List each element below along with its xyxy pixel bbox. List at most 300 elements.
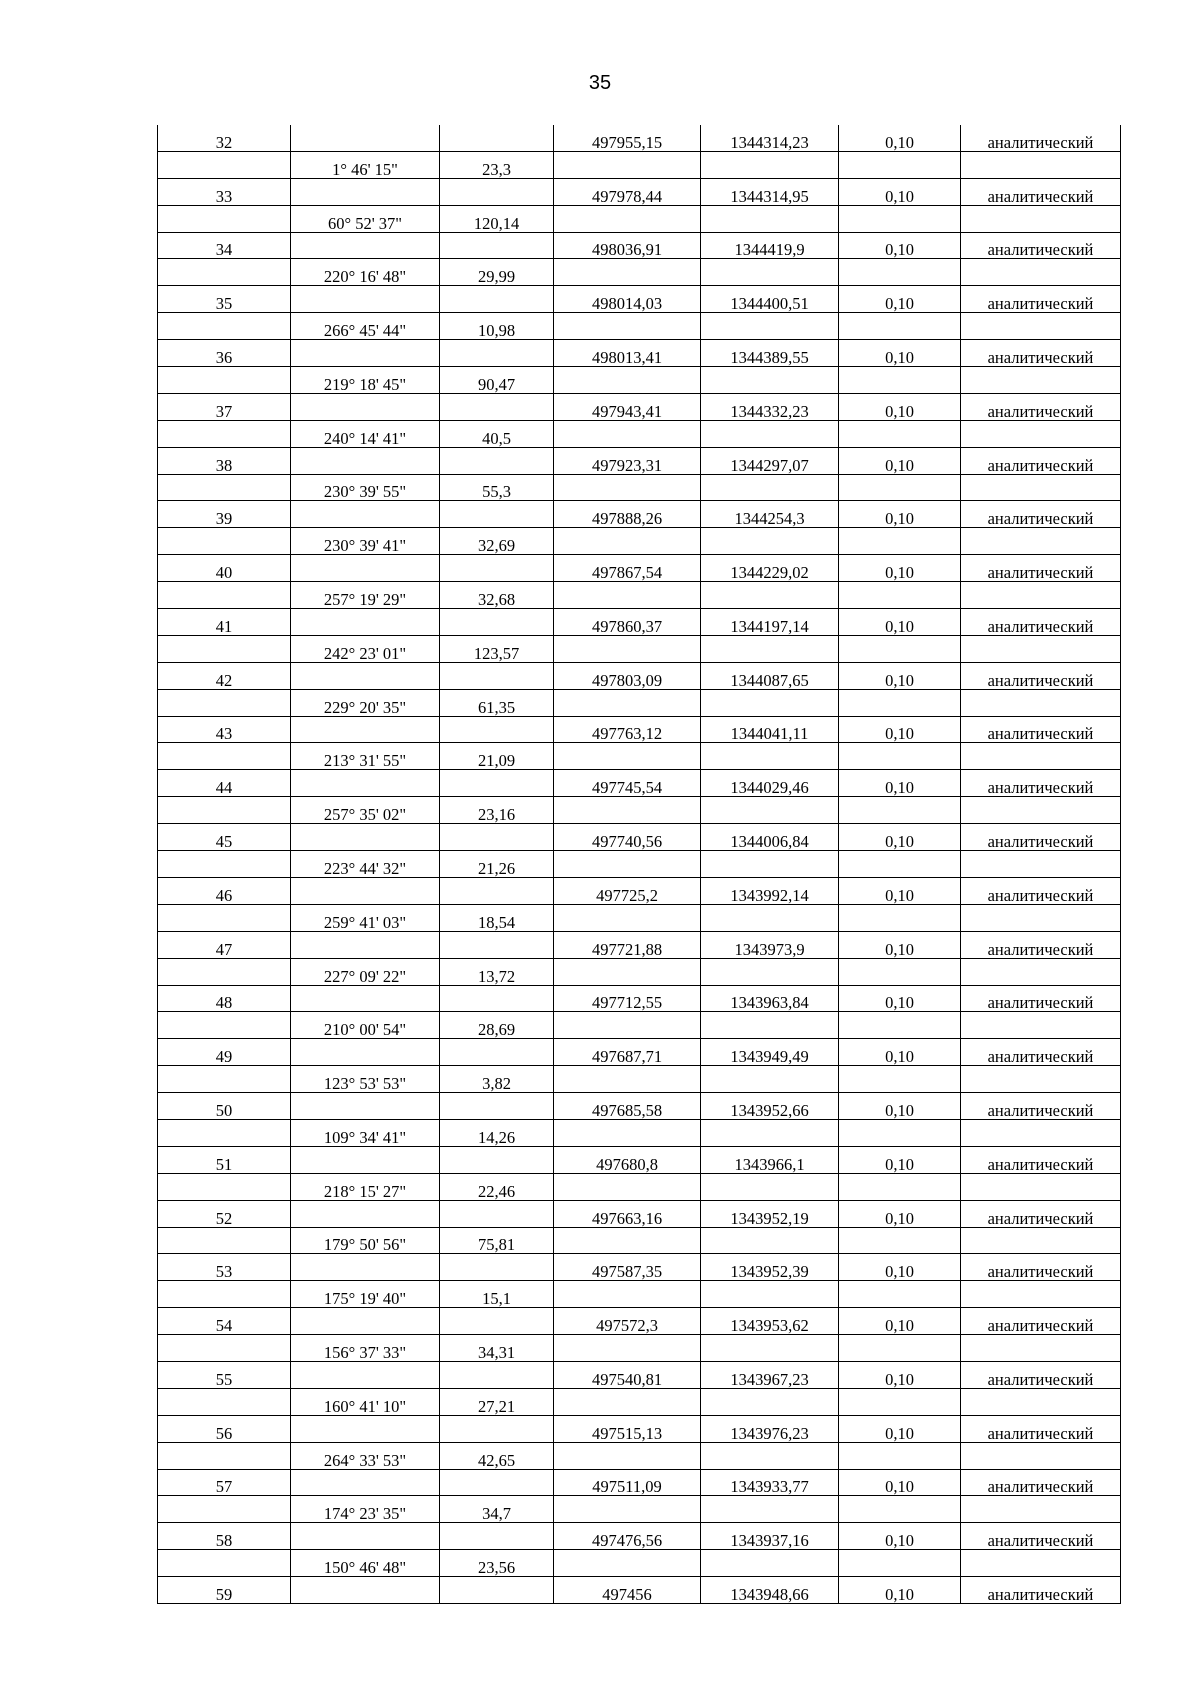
- point-number-cell: 43: [158, 716, 291, 743]
- segment-length-cell: 21,09: [440, 743, 554, 770]
- point-number-cell: 33: [158, 178, 291, 205]
- coordinate-x-cell: 497685,58: [554, 1093, 701, 1120]
- point-row: [158, 824, 1121, 851]
- segment-row: [158, 367, 1121, 394]
- coordinate-y-cell: 1344029,46: [701, 770, 839, 797]
- accuracy-cell: 0,10: [839, 1200, 961, 1227]
- coordinate-x-cell: [554, 1442, 701, 1469]
- point-number-cell: 49: [158, 1039, 291, 1066]
- accuracy-cell: [839, 1119, 961, 1146]
- segment-row: [158, 689, 1121, 716]
- coordinate-y-cell: 1343967,23: [701, 1361, 839, 1388]
- direction-angle-cell: [291, 555, 440, 582]
- coordinate-y-cell: 1343953,62: [701, 1308, 839, 1335]
- direction-angle-cell: 218° 15' 27": [291, 1173, 440, 1200]
- coordinate-x-cell: [554, 151, 701, 178]
- direction-angle-cell: 230° 39' 55": [291, 474, 440, 501]
- direction-angle-cell: [291, 1415, 440, 1442]
- coordinate-x-cell: [554, 904, 701, 931]
- method-cell: [961, 1227, 1121, 1254]
- coordinate-y-cell: 1344197,14: [701, 609, 839, 636]
- accuracy-cell: [839, 1012, 961, 1039]
- segment-length-cell: 15,1: [440, 1281, 554, 1308]
- direction-angle-cell: [291, 1146, 440, 1173]
- direction-angle-cell: [291, 931, 440, 958]
- method-cell: аналитический: [961, 447, 1121, 474]
- accuracy-cell: 0,10: [839, 931, 961, 958]
- segment-row: [158, 1012, 1121, 1039]
- method-cell: [961, 1119, 1121, 1146]
- direction-angle-cell: 223° 44' 32": [291, 851, 440, 878]
- direction-angle-cell: [291, 1361, 440, 1388]
- point-row: [158, 716, 1121, 743]
- coordinate-y-cell: [701, 1442, 839, 1469]
- segment-length-cell: 13,72: [440, 958, 554, 985]
- method-cell: [961, 689, 1121, 716]
- point-number-cell: [158, 205, 291, 232]
- coordinate-x-cell: 498013,41: [554, 340, 701, 367]
- method-cell: аналитический: [961, 555, 1121, 582]
- direction-angle-cell: [291, 1039, 440, 1066]
- coordinate-x-cell: 497803,09: [554, 662, 701, 689]
- segment-length-cell: [440, 1523, 554, 1550]
- coordinate-y-cell: 1343933,77: [701, 1469, 839, 1496]
- point-number-cell: 50: [158, 1093, 291, 1120]
- segment-length-cell: 34,7: [440, 1496, 554, 1523]
- point-row: [158, 1523, 1121, 1550]
- accuracy-cell: [839, 1550, 961, 1577]
- segment-length-cell: 32,68: [440, 582, 554, 609]
- accuracy-cell: [839, 1227, 961, 1254]
- method-cell: аналитический: [961, 770, 1121, 797]
- coordinate-y-cell: [701, 1012, 839, 1039]
- method-cell: [961, 582, 1121, 609]
- direction-angle-cell: 240° 14' 41": [291, 420, 440, 447]
- accuracy-cell: [839, 1442, 961, 1469]
- page-number: 35: [588, 72, 612, 94]
- point-number-cell: 34: [158, 232, 291, 259]
- point-number-cell: 42: [158, 662, 291, 689]
- method-cell: аналитический: [961, 877, 1121, 904]
- direction-angle-cell: [291, 1200, 440, 1227]
- point-number-cell: [158, 1119, 291, 1146]
- direction-angle-cell: [291, 393, 440, 420]
- accuracy-cell: 0,10: [839, 1523, 961, 1550]
- point-number-cell: 51: [158, 1146, 291, 1173]
- direction-angle-cell: [291, 1254, 440, 1281]
- coordinate-x-cell: 497943,41: [554, 393, 701, 420]
- direction-angle-cell: 109° 34' 41": [291, 1119, 440, 1146]
- point-row: [158, 1469, 1121, 1496]
- coordinate-y-cell: 1344041,11: [701, 716, 839, 743]
- coordinates-table: [157, 125, 1121, 1604]
- coordinate-y-cell: 1343949,49: [701, 1039, 839, 1066]
- direction-angle-cell: [291, 286, 440, 313]
- segment-length-cell: [440, 501, 554, 528]
- segment-length-cell: [440, 340, 554, 367]
- method-cell: [961, 1496, 1121, 1523]
- point-number-cell: [158, 259, 291, 286]
- accuracy-cell: 0,10: [839, 824, 961, 851]
- coordinate-y-cell: 1344087,65: [701, 662, 839, 689]
- point-number-cell: 32: [158, 125, 291, 151]
- accuracy-cell: 0,10: [839, 1361, 961, 1388]
- point-row: [158, 985, 1121, 1012]
- accuracy-cell: 0,10: [839, 555, 961, 582]
- accuracy-cell: [839, 528, 961, 555]
- segment-length-cell: [440, 1254, 554, 1281]
- point-row: [158, 931, 1121, 958]
- point-row: [158, 1093, 1121, 1120]
- accuracy-cell: [839, 367, 961, 394]
- point-number-cell: [158, 851, 291, 878]
- segment-length-cell: 3,82: [440, 1066, 554, 1093]
- segment-length-cell: [440, 1093, 554, 1120]
- segment-length-cell: [440, 555, 554, 582]
- segment-row: [158, 1066, 1121, 1093]
- direction-angle-cell: 230° 39' 41": [291, 528, 440, 555]
- segment-row: [158, 958, 1121, 985]
- method-cell: [961, 420, 1121, 447]
- segment-length-cell: [440, 931, 554, 958]
- segment-length-cell: 21,26: [440, 851, 554, 878]
- segment-row: [158, 1442, 1121, 1469]
- point-number-cell: [158, 904, 291, 931]
- coordinate-x-cell: 497867,54: [554, 555, 701, 582]
- direction-angle-cell: [291, 1523, 440, 1550]
- coordinate-x-cell: [554, 1227, 701, 1254]
- point-row: [158, 501, 1121, 528]
- coordinates-table-body: [158, 125, 1121, 1603]
- segment-row: [158, 1335, 1121, 1362]
- coordinate-y-cell: 1343952,39: [701, 1254, 839, 1281]
- segment-row: [158, 259, 1121, 286]
- coordinate-y-cell: [701, 582, 839, 609]
- point-number-cell: 41: [158, 609, 291, 636]
- point-number-cell: [158, 1281, 291, 1308]
- segment-length-cell: [440, 985, 554, 1012]
- segment-length-cell: [440, 232, 554, 259]
- coordinate-x-cell: 497860,37: [554, 609, 701, 636]
- point-number-cell: 39: [158, 501, 291, 528]
- accuracy-cell: [839, 797, 961, 824]
- segment-length-cell: [440, 1361, 554, 1388]
- accuracy-cell: [839, 1281, 961, 1308]
- coordinate-x-cell: 497712,55: [554, 985, 701, 1012]
- segment-length-cell: 18,54: [440, 904, 554, 931]
- segment-length-cell: [440, 1039, 554, 1066]
- segment-row: [158, 743, 1121, 770]
- coordinate-y-cell: [701, 528, 839, 555]
- coordinate-x-cell: 497888,26: [554, 501, 701, 528]
- coordinate-x-cell: 497587,35: [554, 1254, 701, 1281]
- segment-length-cell: 23,56: [440, 1550, 554, 1577]
- method-cell: аналитический: [961, 340, 1121, 367]
- direction-angle-cell: 156° 37' 33": [291, 1335, 440, 1362]
- segment-row: [158, 904, 1121, 931]
- accuracy-cell: 0,10: [839, 662, 961, 689]
- coordinate-x-cell: [554, 313, 701, 340]
- segment-row: [158, 1388, 1121, 1415]
- segment-length-cell: [440, 125, 554, 151]
- segment-length-cell: 10,98: [440, 313, 554, 340]
- coordinate-y-cell: [701, 151, 839, 178]
- accuracy-cell: 0,10: [839, 1146, 961, 1173]
- segment-length-cell: 27,21: [440, 1388, 554, 1415]
- accuracy-cell: [839, 1388, 961, 1415]
- coordinate-x-cell: [554, 1012, 701, 1039]
- coordinate-y-cell: [701, 1227, 839, 1254]
- point-number-cell: 38: [158, 447, 291, 474]
- direction-angle-cell: 257° 19' 29": [291, 582, 440, 609]
- direction-angle-cell: 264° 33' 53": [291, 1442, 440, 1469]
- accuracy-cell: [839, 474, 961, 501]
- direction-angle-cell: 213° 31' 55": [291, 743, 440, 770]
- point-number-cell: [158, 635, 291, 662]
- coordinate-y-cell: [701, 904, 839, 931]
- coordinate-x-cell: [554, 1335, 701, 1362]
- point-number-cell: [158, 151, 291, 178]
- method-cell: аналитический: [961, 1469, 1121, 1496]
- method-cell: аналитический: [961, 985, 1121, 1012]
- point-number-cell: 52: [158, 1200, 291, 1227]
- coordinate-x-cell: 497687,71: [554, 1039, 701, 1066]
- accuracy-cell: 0,10: [839, 877, 961, 904]
- segment-length-cell: 123,57: [440, 635, 554, 662]
- accuracy-cell: 0,10: [839, 770, 961, 797]
- segment-row: [158, 474, 1121, 501]
- coordinate-x-cell: [554, 367, 701, 394]
- segment-row: [158, 1550, 1121, 1577]
- coordinate-y-cell: [701, 313, 839, 340]
- method-cell: [961, 1173, 1121, 1200]
- accuracy-cell: 0,10: [839, 1308, 961, 1335]
- segment-row: [158, 851, 1121, 878]
- coordinate-y-cell: [701, 689, 839, 716]
- coordinate-x-cell: [554, 635, 701, 662]
- point-number-cell: [158, 743, 291, 770]
- segment-row: [158, 635, 1121, 662]
- coordinate-x-cell: [554, 205, 701, 232]
- point-row: [158, 178, 1121, 205]
- segment-row: [158, 797, 1121, 824]
- method-cell: аналитический: [961, 1200, 1121, 1227]
- method-cell: аналитический: [961, 1039, 1121, 1066]
- coordinate-x-cell: 497721,88: [554, 931, 701, 958]
- coordinate-y-cell: [701, 851, 839, 878]
- segment-length-cell: 90,47: [440, 367, 554, 394]
- point-number-cell: [158, 1550, 291, 1577]
- direction-angle-cell: [291, 232, 440, 259]
- coordinate-y-cell: 1344314,95: [701, 178, 839, 205]
- method-cell: [961, 797, 1121, 824]
- method-cell: [961, 205, 1121, 232]
- accuracy-cell: [839, 151, 961, 178]
- method-cell: [961, 958, 1121, 985]
- accuracy-cell: [839, 420, 961, 447]
- coordinate-x-cell: 497763,12: [554, 716, 701, 743]
- segment-length-cell: [440, 1308, 554, 1335]
- point-number-cell: [158, 1173, 291, 1200]
- coordinate-x-cell: [554, 1066, 701, 1093]
- direction-angle-cell: [291, 501, 440, 528]
- segment-length-cell: [440, 1146, 554, 1173]
- segment-row: [158, 313, 1121, 340]
- method-cell: аналитический: [961, 178, 1121, 205]
- coordinate-x-cell: [554, 1550, 701, 1577]
- segment-length-cell: [440, 877, 554, 904]
- coordinate-x-cell: 497515,13: [554, 1415, 701, 1442]
- segment-length-cell: [440, 770, 554, 797]
- segment-length-cell: [440, 1200, 554, 1227]
- segment-length-cell: [440, 286, 554, 313]
- direction-angle-cell: 160° 41' 10": [291, 1388, 440, 1415]
- segment-length-cell: [440, 609, 554, 636]
- point-number-cell: 53: [158, 1254, 291, 1281]
- accuracy-cell: 0,10: [839, 1415, 961, 1442]
- method-cell: [961, 1335, 1121, 1362]
- coordinate-y-cell: [701, 1066, 839, 1093]
- direction-angle-cell: 175° 19' 40": [291, 1281, 440, 1308]
- method-cell: аналитический: [961, 1254, 1121, 1281]
- method-cell: аналитический: [961, 1361, 1121, 1388]
- accuracy-cell: 0,10: [839, 340, 961, 367]
- point-number-cell: 54: [158, 1308, 291, 1335]
- coordinate-y-cell: [701, 1388, 839, 1415]
- point-number-cell: [158, 1496, 291, 1523]
- coordinate-x-cell: 497740,56: [554, 824, 701, 851]
- method-cell: аналитический: [961, 1093, 1121, 1120]
- method-cell: аналитический: [961, 662, 1121, 689]
- segment-row: [158, 1173, 1121, 1200]
- accuracy-cell: [839, 582, 961, 609]
- segment-row: [158, 1281, 1121, 1308]
- point-number-cell: 59: [158, 1577, 291, 1604]
- coordinate-x-cell: 497511,09: [554, 1469, 701, 1496]
- coordinate-x-cell: [554, 474, 701, 501]
- coordinate-x-cell: [554, 743, 701, 770]
- method-cell: [961, 904, 1121, 931]
- accuracy-cell: 0,10: [839, 1093, 961, 1120]
- point-number-cell: 36: [158, 340, 291, 367]
- direction-angle-cell: 1° 46' 15": [291, 151, 440, 178]
- direction-angle-cell: 210° 00' 54": [291, 1012, 440, 1039]
- segment-length-cell: 42,65: [440, 1442, 554, 1469]
- accuracy-cell: 0,10: [839, 232, 961, 259]
- accuracy-cell: 0,10: [839, 1577, 961, 1604]
- method-cell: [961, 635, 1121, 662]
- segment-length-cell: 14,26: [440, 1119, 554, 1146]
- point-row: [158, 1308, 1121, 1335]
- point-number-cell: 35: [158, 286, 291, 313]
- direction-angle-cell: 266° 45' 44": [291, 313, 440, 340]
- coordinate-y-cell: 1344314,23: [701, 125, 839, 151]
- point-row: [158, 125, 1121, 151]
- direction-angle-cell: [291, 609, 440, 636]
- segment-length-cell: 55,3: [440, 474, 554, 501]
- coordinate-x-cell: 497663,16: [554, 1200, 701, 1227]
- direction-angle-cell: [291, 1577, 440, 1604]
- accuracy-cell: 0,10: [839, 716, 961, 743]
- coordinate-y-cell: [701, 205, 839, 232]
- coordinate-y-cell: 1344389,55: [701, 340, 839, 367]
- point-number-cell: [158, 1066, 291, 1093]
- point-number-cell: 40: [158, 555, 291, 582]
- point-number-cell: [158, 797, 291, 824]
- direction-angle-cell: [291, 877, 440, 904]
- direction-angle-cell: [291, 1093, 440, 1120]
- point-number-cell: 56: [158, 1415, 291, 1442]
- point-row: [158, 286, 1121, 313]
- coordinate-y-cell: 1344229,02: [701, 555, 839, 582]
- segment-length-cell: [440, 1577, 554, 1604]
- method-cell: аналитический: [961, 1146, 1121, 1173]
- coordinate-y-cell: 1343966,1: [701, 1146, 839, 1173]
- segment-length-cell: [440, 1469, 554, 1496]
- coordinate-x-cell: [554, 528, 701, 555]
- accuracy-cell: [839, 1173, 961, 1200]
- method-cell: аналитический: [961, 1523, 1121, 1550]
- direction-angle-cell: [291, 1469, 440, 1496]
- coordinate-x-cell: [554, 1173, 701, 1200]
- accuracy-cell: [839, 205, 961, 232]
- coordinate-x-cell: 498036,91: [554, 232, 701, 259]
- segment-length-cell: 29,99: [440, 259, 554, 286]
- accuracy-cell: [839, 635, 961, 662]
- segment-length-cell: [440, 178, 554, 205]
- coordinate-y-cell: 1344006,84: [701, 824, 839, 851]
- coordinate-y-cell: [701, 420, 839, 447]
- accuracy-cell: 0,10: [839, 286, 961, 313]
- accuracy-cell: 0,10: [839, 501, 961, 528]
- point-row: [158, 1361, 1121, 1388]
- segment-length-cell: [440, 1415, 554, 1442]
- coordinate-y-cell: [701, 958, 839, 985]
- point-number-cell: 37: [158, 393, 291, 420]
- point-row: [158, 609, 1121, 636]
- accuracy-cell: [839, 689, 961, 716]
- method-cell: аналитический: [961, 931, 1121, 958]
- coordinate-y-cell: 1344297,07: [701, 447, 839, 474]
- coordinate-y-cell: 1343992,14: [701, 877, 839, 904]
- coordinate-y-cell: [701, 635, 839, 662]
- coordinate-x-cell: 497456: [554, 1577, 701, 1604]
- direction-angle-cell: [291, 340, 440, 367]
- accuracy-cell: 0,10: [839, 609, 961, 636]
- point-row: [158, 340, 1121, 367]
- point-number-cell: 58: [158, 1523, 291, 1550]
- method-cell: [961, 259, 1121, 286]
- point-number-cell: 45: [158, 824, 291, 851]
- coordinate-y-cell: [701, 367, 839, 394]
- method-cell: [961, 367, 1121, 394]
- method-cell: аналитический: [961, 1577, 1121, 1604]
- direction-angle-cell: [291, 716, 440, 743]
- segment-length-cell: [440, 824, 554, 851]
- direction-angle-cell: 174° 23' 35": [291, 1496, 440, 1523]
- point-row: [158, 1415, 1121, 1442]
- coordinate-x-cell: [554, 797, 701, 824]
- coordinate-y-cell: 1344332,23: [701, 393, 839, 420]
- segment-length-cell: 32,69: [440, 528, 554, 555]
- coordinate-x-cell: 498014,03: [554, 286, 701, 313]
- segment-length-cell: [440, 447, 554, 474]
- method-cell: [961, 474, 1121, 501]
- method-cell: аналитический: [961, 716, 1121, 743]
- accuracy-cell: 0,10: [839, 125, 961, 151]
- segment-row: [158, 528, 1121, 555]
- segment-row: [158, 205, 1121, 232]
